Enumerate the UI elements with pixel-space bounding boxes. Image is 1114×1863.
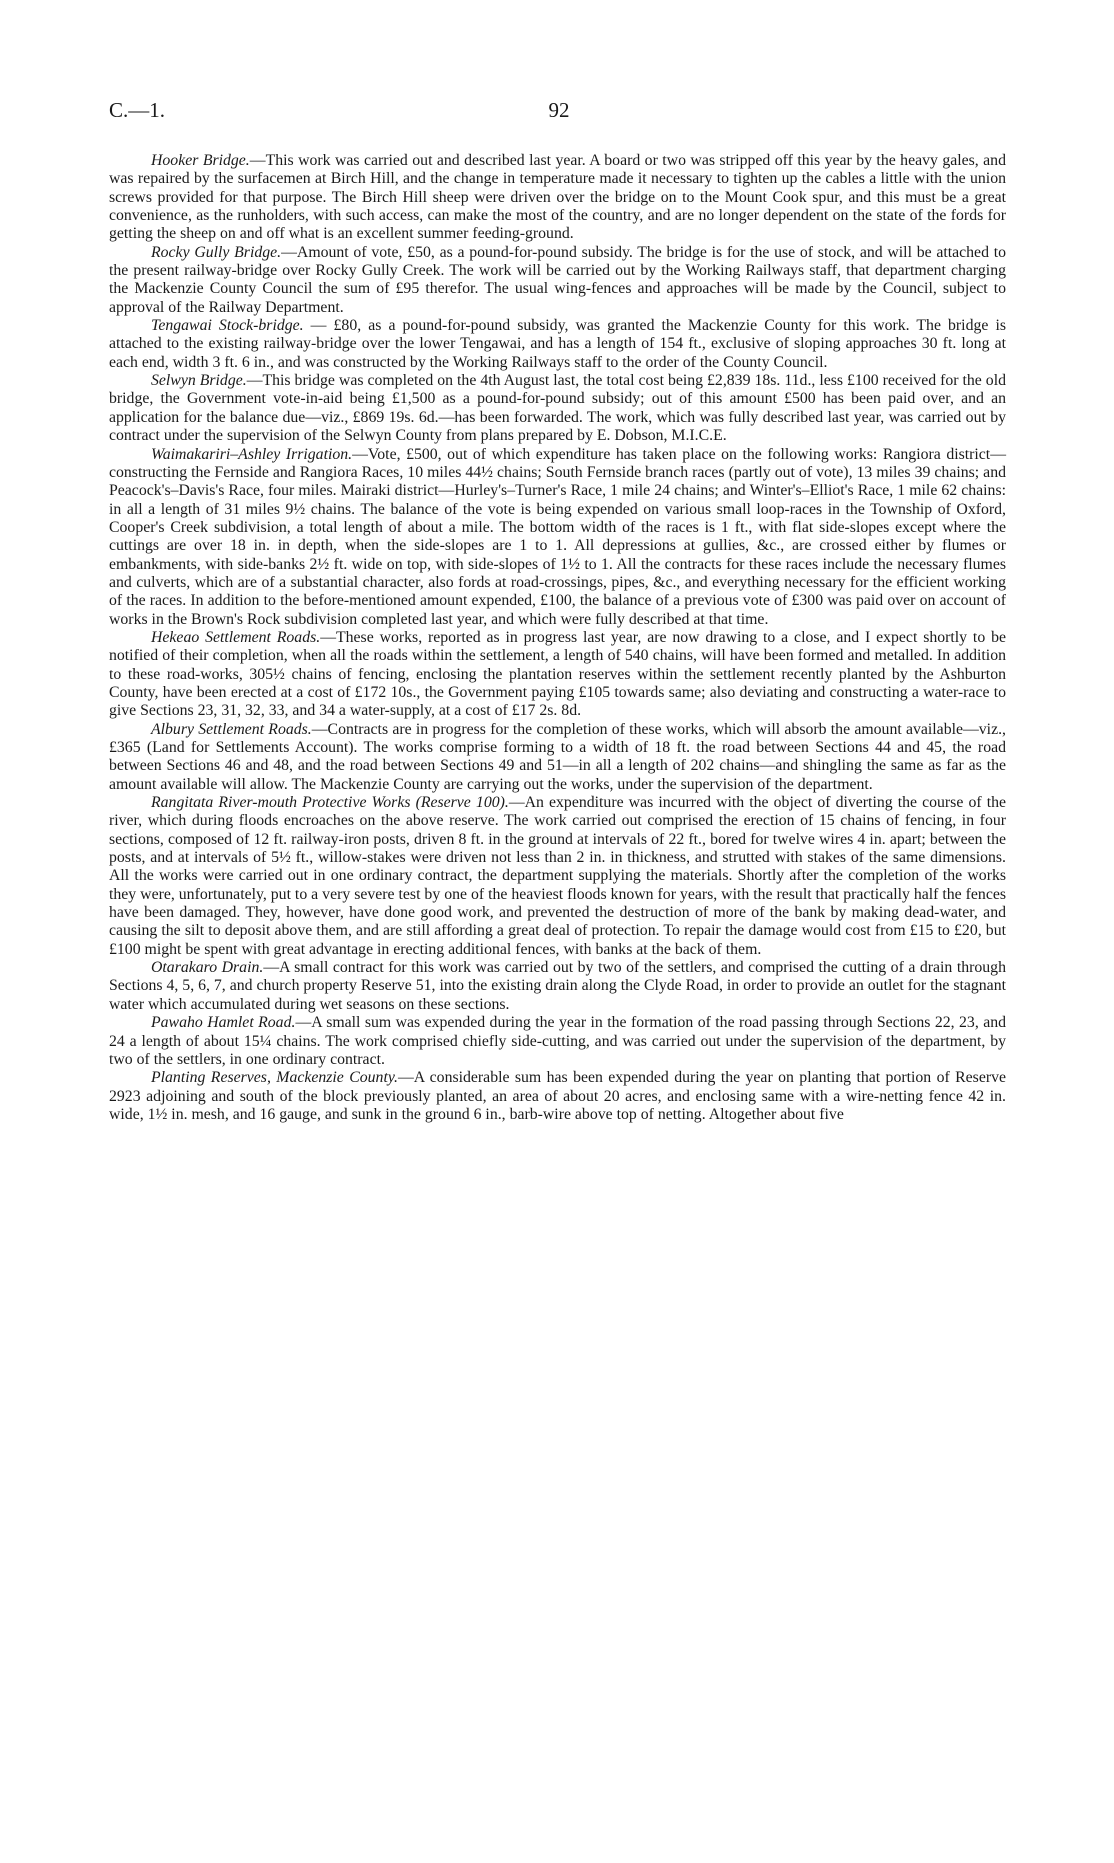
paragraph-hekeao-settlement-roads <box>109 629 1006 721</box>
body-text <box>109 152 1006 1124</box>
paragraph-body: —A small sum was expended during the year in the formation of the road passing through Sections 22, 23, and 24 a length of about 15¼ chains. The work comprised chiefly side-cutting, and was carried out under the supervision of the department, by two of the settlers, in one ordinary contract. <box>109 1014 1006 1068</box>
paragraph-waimakariri-ashley-irrigation <box>109 446 1006 629</box>
paragraph-title: Selwyn Bridge. <box>151 372 247 390</box>
paragraph-selwyn-bridge <box>109 372 1006 445</box>
paragraph-body: —A considerable sum has been expended during the year on planting that portion of Reserve 2923 adjoining and south of the block previously planted, an area of about 20 acres, and enclosing same with a wire-netting fence 42 in. wide, 1½ in. mesh, and 16 gauge, and sunk in the ground 6 in., barb-wire above top of netting. Altogether about five <box>109 1069 1006 1123</box>
paragraph-body: —This bridge was completed on the 4th August last, the total cost being £2,839 18s. 11d., less £100 received for the old bridge, the Government vote-in-aid being £1,500 as a pound-for-pound subsidy; out of this amount £500 has been paid over, and an application for the balance due—viz., £869 19s. 6d.—has been forwarded. The work, which was fully described last year, was carried out by contract under the supervision of the Selwyn County from plans prepared by E. Dobson, M.I.C.E. <box>109 372 1006 445</box>
paragraph-body: —This work was carried out and described last year. A board or two was stripped off this year by the heavy gales, and was repaired by the surfacemen at Birch Hill, and the change in temperature made it necessary to tighten up the cables a little with the union screws provided for that purpose. The Birch Hill sheep were driven over the bridge on to the Mount Cook spur, and this must be a great convenience, as the runholders, with such access, can make the most of the country, and are no longer dependent on the state of the fords for getting the sheep on and off what is an excellent summer feeding-ground. <box>109 152 1006 243</box>
paragraph-hooker-bridge <box>109 152 1006 244</box>
paragraph-title: Waimakariri–Ashley Irrigation. <box>151 445 353 463</box>
paragraph-body: —These works, reported as in progress last year, are now drawing to a close, and I expect shortly to be notified of their completion, when all the roads within the settlement, a length of 540 chains, will have been formed and metalled. In addition to these road-works, 305½ chains of fencing, enclosing the plantation reserves within the settlement recently planted by the Ashburton County, have been erected at a cost of £172 10s., the Government paying £105 towards same; also deviating and constructing a water-race to give Sections 23, 31, 32, 33, and 34 a water-supply, at a cost of £17 2s. 8d. <box>109 628 1006 720</box>
page-header <box>109 98 1009 128</box>
paragraph-title: Hekeao Settlement Roads. <box>151 628 321 646</box>
paragraph-title: Hooker Bridge. <box>151 152 250 169</box>
paragraph-planting-reserves <box>109 1069 1006 1124</box>
paragraph-title: Albury Settlement Roads. <box>151 720 312 738</box>
paragraph-body: —Vote, £500, out of which expenditure has taken place on the following works: Rangiora district—constructing the Fernside and Rangiora Races, 10 miles 44½ chains; South Fernside branch races (partly out of vote), 13 miles 39 chains; and Peacock's–Davis's Race, four miles. Mairaki district—Hurley's–Turner's Race, 1 mile 24 chains; and Winter's–Elliot's Race, 1 mile 62 chains: in all a length of 31 miles 9½ chains. The balance of the vote is being expended on various small loop-races in the Township of Oxford, Cooper's Creek subdivision, a total length of about a mile. The bottom width of the races is 1 ft., with flat side-slopes except where the cuttings are over 18 in. in depth, when the side-slopes are 1 to 1. All depressions at gullies, &c., are crossed either by flumes or embankments, with side-banks 2½ ft. wide on top, with side-slopes of 1½ to 1. All the contracts for these races include the necessary flumes and culverts, which are of a substantial character, also fords at road-crossings, pipes, &c., and everything necessary for the efficient working of the races. In addition to the before-mentioned amount expended, £100, the balance of a previous vote of £300 was paid over on account of works in the Brown's Rock subdivision completed last year, and which were fully described at that time. <box>109 445 1006 628</box>
paragraph-title: Planting Reserves, Mackenzie County. <box>151 1069 398 1087</box>
page-number: 92 <box>548 98 570 122</box>
paragraph-title: Otarakaro Drain. <box>151 959 264 977</box>
paragraph-body: —Contracts are in progress for the completion of these works, which will absorb the amount available—viz., £365 (Land for Settlements Account). The works comprise forming to a width of 18 ft. the road between Sections 44 and 45, the road between Sections 46 and 48, and the road between Sections 49 and 51—in all a length of 202 chains—and shingling the same as far as the amount available will allow. The Mackenzie County are carrying out the works, under the supervision of the department. <box>109 720 1006 793</box>
paragraph-rangitata-protective-works <box>109 794 1006 959</box>
paragraph-tengawai-stock-bridge <box>109 317 1006 372</box>
paragraph-pawaho-hamlet-road <box>109 1014 1006 1069</box>
paragraph-title: Rangitata River-mouth Protective Works (Reserve 100). <box>151 794 509 812</box>
paragraph-title: Rocky Gully Bridge. <box>151 243 282 261</box>
paragraph-rocky-gully-bridge <box>109 244 1006 317</box>
paragraph-body: — £80, as a pound-for-pound subsidy, was granted the Mackenzie County for this work. The bridge is attached to the existing railway-bridge over the lower Tengawai, and has a length of 154 ft., exclusive of sloping approaches 30 ft. long at each end, width 3 ft. 6 in., and was constructed by the Working Railways staff to the order of the County Council. <box>109 317 1006 371</box>
paragraph-title: Tengawai Stock-bridge. <box>151 317 304 335</box>
document-reference: C.—1. <box>109 98 166 122</box>
paragraph-otarakaro-drain <box>109 959 1006 1014</box>
paragraph-body: —A small contract for this work was carried out by two of the settlers, and comprised the cutting of a drain through Sections 4, 5, 6, 7, and church property Reserve 51, into the existing drain along the Clyde Road, in order to provide an outlet for the stagnant water which accumulated during wet seasons on these sections. <box>109 959 1006 1013</box>
paragraph-title: Pawaho Hamlet Road. <box>151 1014 296 1032</box>
paragraph-body: —An expenditure was incurred with the object of diverting the course of the river, which during floods encroaches on the above reserve. The work carried out comprised the erection of 15 chains of fencing, in four sections, composed of 12 ft. railway-iron posts, driven 8 ft. in the ground at intervals of 22 ft., bored for twelve wires 4 in. apart; between the posts, and at intervals of 5½ ft., willow-stakes were driven not less than 2 in. in thickness, and strutted with stakes of the same dimensions. All the works were carried out in one ordinary contract, the department supplying the materials. Shortly after the completion of the works they were, unfortunately, put to a very severe test by one of the heaviest floods known for years, with the result that practically half the fences have been damaged. They, however, have done good work, and prevented the destruction of more of the bank by making dead-water, and causing the silt to deposit above them, and are still affording a great deal of protection. To repair the damage would cost from £15 to £20, but £100 might be spent with great advantage in erecting additional fences, with banks at the back of them. <box>109 794 1006 958</box>
paragraph-albury-settlement-roads <box>109 721 1006 794</box>
paragraph-body: —Amount of vote, £50, as a pound-for-pound subsidy. The bridge is for the use of stock, and will be attached to the present railway-bridge over Rocky Gully Creek. The work will be carried out by the Working Railways staff, that department charging the Mackenzie County Council the sum of £95 therefor. The usual wing-fences and approaches will be made by the Council, subject to approval of the Railway Department. <box>109 243 1006 316</box>
